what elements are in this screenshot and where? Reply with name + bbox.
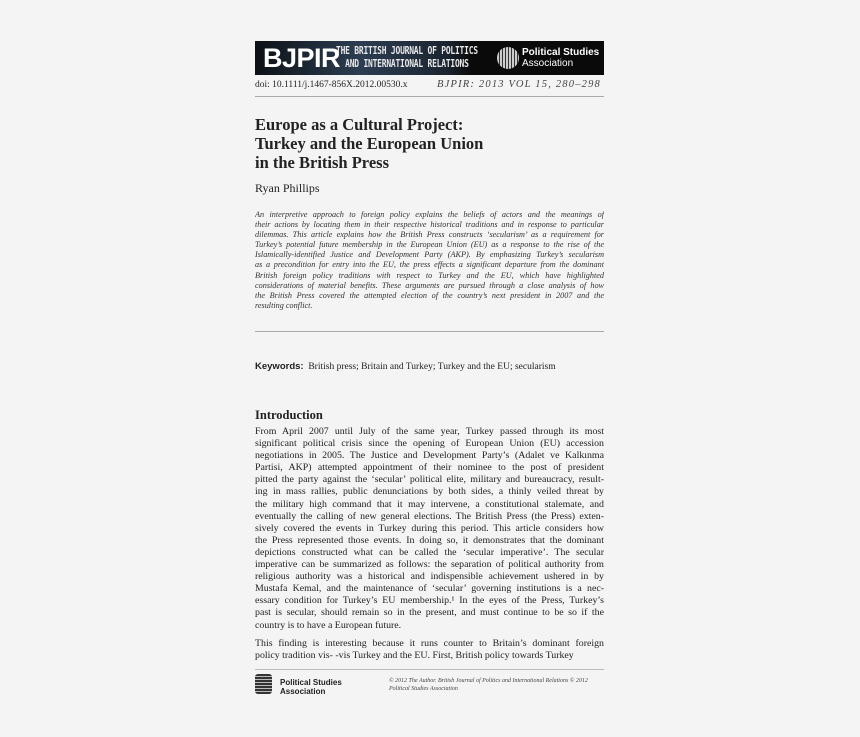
text-line: their actions by locating them in their respective historical traditions and in response to particular xyxy=(255,220,604,230)
text-line: the military high command that it may intervene, a constitutional stalemate, and xyxy=(255,498,604,510)
text-line: the Press represented those events. In doing so, it demonstrates that the dominant xyxy=(255,534,604,546)
psa-logo-icon xyxy=(497,47,519,69)
text-line: Islamically-identified Justice and Development Party (AKP). By emphasizing Turkey’s secularism xyxy=(255,250,604,260)
citation: BJPIR: 2013 VOL 15, 280–298 xyxy=(437,79,602,90)
divider xyxy=(255,669,604,670)
article-title xyxy=(255,115,483,172)
text-line: Mustafa Kemal, and the maintenance of ‘secular’ governing institutions is a nec- xyxy=(255,583,604,595)
text-line: Partisi, AKP) attempted appointment of their nominee to the post of president xyxy=(255,462,604,474)
keywords xyxy=(255,361,556,372)
copyright-line: © 2012 The Author. British Journal of Politics and International Relations © 2012 xyxy=(389,678,588,684)
text-line: This finding is interesting because it runs counter to Britain’s dominant foreign xyxy=(255,638,604,649)
text-line: significant political crisis since the opening of European Union (EU) accession xyxy=(255,438,604,450)
text-line: From April 2007 until July of the same year, Turkey passed through its most xyxy=(255,426,604,437)
text-line: resulting conflict. xyxy=(255,300,313,310)
text-line: essary condition for Turkey’s EU membership.¹ In the eyes of the Press, Turkey’s xyxy=(255,595,604,607)
psa-name-line: Association xyxy=(280,687,326,696)
psa-logo-icon xyxy=(255,674,272,694)
text-line: country is to have a European future. xyxy=(255,619,402,631)
keywords-text: British press; Britain and Turkey; Turkey and the EU; secularism xyxy=(308,362,556,372)
divider xyxy=(255,96,604,97)
divider xyxy=(255,331,604,332)
title-line: in the British Press xyxy=(255,153,389,172)
text-line: the British Press covered the attempted election of the country’s next president in 2007 and the xyxy=(255,290,604,300)
text-line: sively covered the events in Turkey during this period. This article considers how xyxy=(255,522,604,534)
psa-name-line: Political Studies xyxy=(522,47,600,58)
text-line: eventually the calling of new general elections. The British Press (the Press) exten- xyxy=(255,510,604,522)
journal-banner xyxy=(255,41,604,75)
text-line: past is secular, should remain so in the present, and must continue to be so if the xyxy=(255,607,604,619)
text-line: dilemmas. This article explains how the British Press constructs ‘secularism’ as a requirement for xyxy=(255,230,604,240)
psa-name-line: Association xyxy=(522,58,574,69)
paragraph xyxy=(255,426,604,632)
journal-name xyxy=(336,45,478,71)
text-line: Turkey’s potential future membership in the European Union (EU) as a response to the rise of the xyxy=(255,240,604,250)
author: Ryan Phillips xyxy=(255,181,320,195)
text-line: depictions constructed what can be called the ‘secular imperative’. The secular xyxy=(255,546,604,558)
keywords-label: Keywords: xyxy=(255,361,304,372)
copyright-line: Political Studies Association xyxy=(389,686,458,692)
copyright xyxy=(389,677,588,693)
text-line: considerations of material benefits. These arguments are pursued through a close analysis of how xyxy=(255,280,604,290)
title-line: Turkey and the European Union xyxy=(255,134,484,153)
text-line: British foreign policy traditions with respect to Turkey and the EU, which have highlighted xyxy=(255,270,604,280)
text-line: policy tradition vis- -vis Turkey and the EU. First, British policy towards Turkey xyxy=(255,650,574,662)
text-line: religious authority was a historical and indispensible achievement ushered in by xyxy=(255,571,604,583)
doi: doi: 10.1111/j.1467-856X.2012.00530.x xyxy=(255,80,408,90)
text-line: pitted the party against the ‘secular’ political elite, military and bureaucracy, result- xyxy=(255,474,604,486)
text-line: imperative can be summarized as follows: the separation of political authority from xyxy=(255,559,604,571)
text-line: An interpretive approach to foreign policy explains the beliefs of actors and the meanings of xyxy=(255,210,604,219)
journal-abbreviation: BJPIR xyxy=(263,43,341,73)
text-line: ing in mass rallies, public denunciations by both sides, a thinly veiled threat by xyxy=(255,486,604,498)
title-line: Europe as a Cultural Project: xyxy=(255,115,464,134)
abstract xyxy=(255,210,604,311)
footer-psa-name xyxy=(280,678,342,696)
text-line: as a precondition for entry into the EU, the press effects a significant departure from the dominant xyxy=(255,260,604,270)
text-line: negotiations in 2005. The Justice and Development Party’s (Adalet ve Kalkınma xyxy=(255,450,604,462)
journal-name-line: AND INTERNATIONAL RELATIONS xyxy=(345,58,469,70)
paragraph xyxy=(255,638,604,662)
psa-name xyxy=(522,47,599,69)
section-heading: Introduction xyxy=(255,408,323,422)
journal-name-line: THE BRITISH JOURNAL OF POLITICS xyxy=(336,45,478,57)
psa-name-line: Political Studies xyxy=(280,678,342,687)
